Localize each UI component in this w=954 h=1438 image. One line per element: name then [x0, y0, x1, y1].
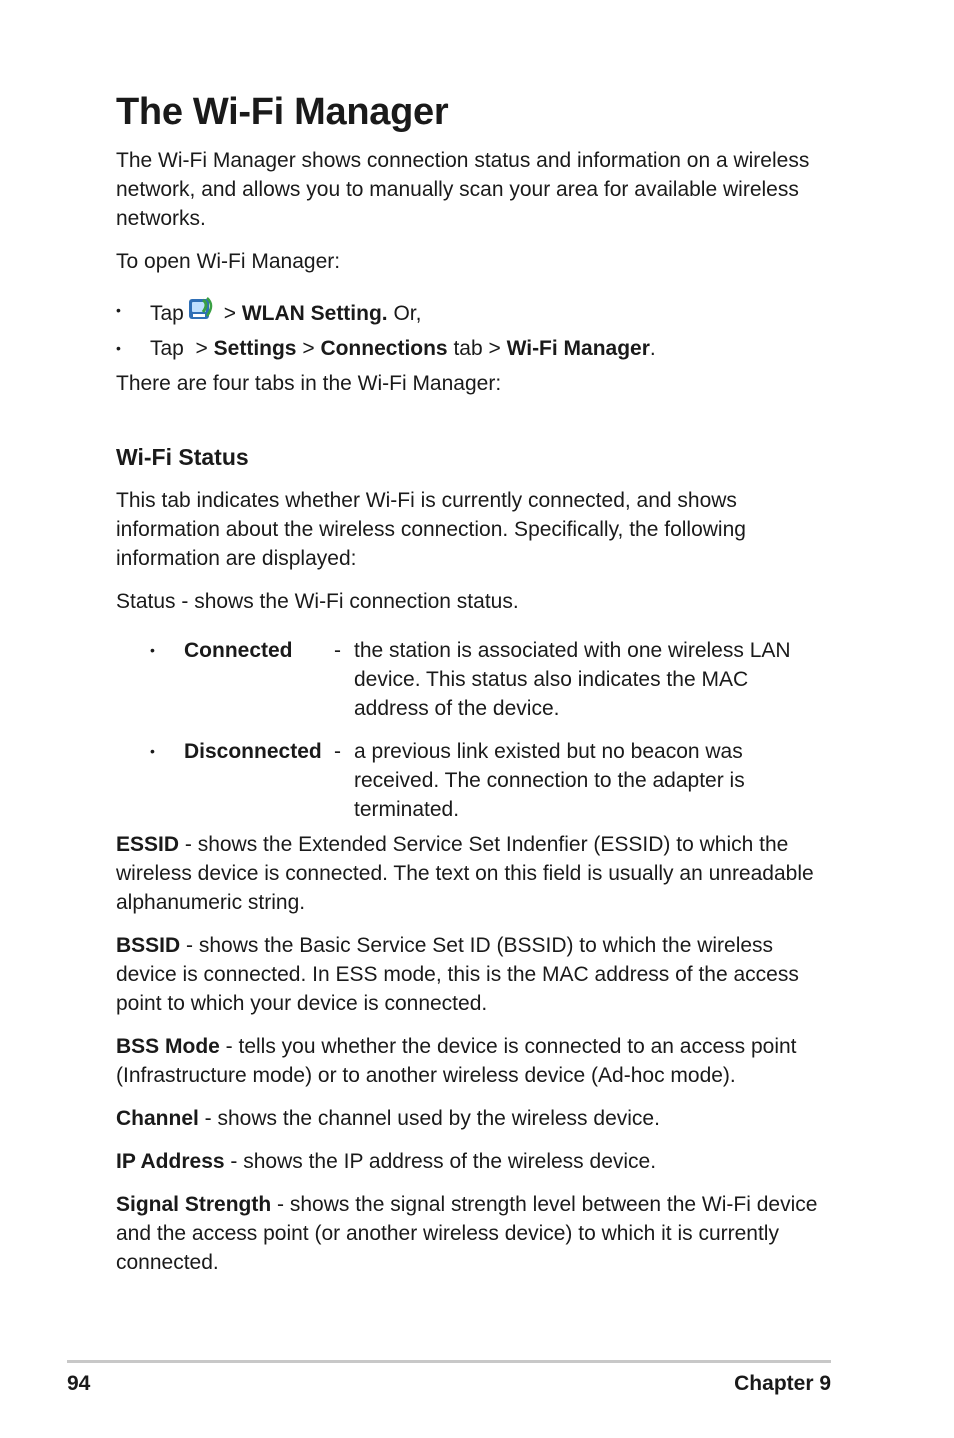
tap-word: Tap	[150, 302, 184, 325]
definition-essid	[116, 830, 836, 917]
open-instructions-label: To open Wi-Fi Manager:	[116, 250, 341, 273]
status-dash: -	[334, 740, 341, 763]
definition-text: - shows the signal strength level between the Wi-Fi device and the access point (or another wireless device) to which it is currently connected.	[116, 1193, 818, 1274]
footer-rule	[67, 1360, 831, 1363]
period: .	[649, 337, 656, 360]
bullet-glyph: •	[116, 302, 121, 318]
definition-term: Signal Strength	[116, 1193, 272, 1216]
status-term: Disconnected	[184, 740, 322, 763]
settings-label: Settings	[213, 337, 297, 360]
page-number: 94	[67, 1372, 91, 1395]
definition-term: Channel	[116, 1107, 199, 1130]
or-label: Or,	[393, 302, 422, 325]
page-title: The Wi-Fi Manager	[116, 91, 449, 133]
separator: >	[223, 302, 236, 325]
definition-ip-address	[116, 1147, 836, 1176]
definition-text: - shows the Basic Service Set ID (BSSID) to which the wireless device is connected. In ESS mode, this is the MAC address of the access point to which your device is connected.	[116, 934, 799, 1015]
definition-text: - shows the channel used by the wireless device.	[198, 1107, 660, 1130]
chapter-label: Chapter 9	[734, 1372, 831, 1395]
status-list	[150, 636, 836, 824]
separator: >	[302, 337, 315, 360]
status-line: Status - shows the Wi-Fi connection status.	[116, 590, 519, 613]
section-heading: Wi-Fi Status	[116, 444, 249, 470]
wlan-tray-icon	[187, 296, 215, 322]
connections-label: Connections	[320, 337, 448, 360]
definition-channel	[116, 1104, 836, 1133]
definition-term: ESSID	[116, 833, 180, 856]
wlan-setting-label: WLAN Setting.	[241, 302, 388, 325]
intro-paragraph: The Wi-Fi Manager shows connection status and information on a wireless network, and allows you to manually scan your area for available wireless networks.	[116, 149, 810, 230]
definition-text: - shows the Extended Service Set Indenfier (ESSID) to which the wireless device is connected. The text on this field is usually an unreadable alphanumeric string.	[116, 833, 814, 914]
tab-separator: tab >	[453, 337, 501, 360]
status-item-disconnected	[150, 737, 836, 824]
definition-bssid	[116, 931, 836, 1018]
wifi-manager-label: Wi-Fi Manager	[506, 337, 650, 360]
status-desc: a previous link existed but no beacon was received. The connection to the adapter is terminated.	[354, 740, 745, 821]
bullet-glyph: •	[116, 340, 121, 356]
status-dash: -	[334, 639, 341, 662]
definition-term: IP Address	[116, 1150, 225, 1173]
definition-text: - tells you whether the device is connected to an access point (Infrastructure mode) or to another wireless device (Ad-hoc mode).	[116, 1035, 797, 1087]
definition-signal-strength	[116, 1190, 836, 1277]
bullet-glyph: •	[150, 642, 155, 658]
definition-term: BSSID	[116, 934, 181, 957]
open-step-2	[116, 334, 836, 363]
status-item-connected	[150, 636, 836, 723]
status-desc: the station is associated with one wireless LAN device. This status also indicates the MAC address of the device.	[354, 639, 791, 720]
bullet-glyph: •	[150, 743, 155, 759]
definition-term: BSS Mode	[116, 1035, 220, 1058]
open-step-1	[116, 296, 836, 328]
status-term: Connected	[184, 639, 293, 662]
separator: >	[195, 337, 208, 360]
definition-bss-mode	[116, 1032, 836, 1090]
tabs-intro: There are four tabs in the Wi-Fi Manager:	[116, 372, 502, 395]
section-body: This tab indicates whether Wi-Fi is currently connected, and shows information about the wireless connection. Specifically, the following information are displayed:	[116, 489, 746, 570]
definition-text: - shows the IP address of the wireless device.	[224, 1150, 657, 1173]
tap-word: Tap	[150, 337, 184, 360]
document-page	[116, 88, 836, 1291]
